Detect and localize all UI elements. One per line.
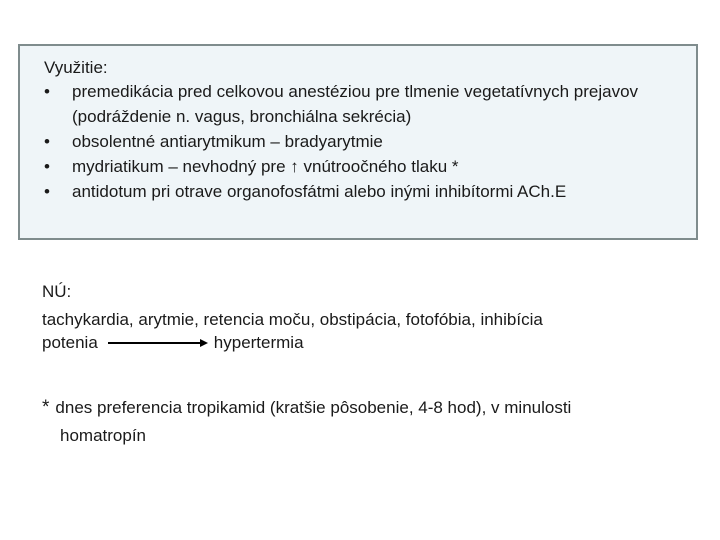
side-effects-section <box>42 279 543 355</box>
potentiation-from: potenia <box>42 333 98 352</box>
footnote-line-2: homatropín <box>60 426 146 445</box>
side-effects-text: tachykardia, arytmie, retencia moču, obstipácia, fotofóbia, inhibícia <box>42 310 543 329</box>
list-item-text: premedikácia pred celkovou anestéziou pre tlmenie vegetatívnych prejavov (podráždenie n. vagus, bronchiálna sekrécia) <box>72 82 639 126</box>
bullet-icon: • <box>44 132 50 151</box>
bullet-icon: • <box>44 82 50 101</box>
bullet-icon: • <box>44 182 50 201</box>
list-item <box>44 154 684 179</box>
bullet-icon: • <box>44 157 50 176</box>
footnote-star: * <box>42 397 50 418</box>
list-item-text: obsolentné antiarytmikum – bradyarytmie <box>72 132 383 151</box>
potentiation-to: hypertermia <box>213 333 304 352</box>
list-item-text: antidotum pri otrave organofosfátmi alebo inými inhibítormi ACh.E <box>72 182 567 201</box>
list-item-text: mydriatikum – nevhodný pre ↑ vnútroočného tlaku * <box>72 157 459 176</box>
list-item <box>44 129 684 154</box>
right-arrow-icon <box>108 338 208 348</box>
list-item <box>44 179 684 204</box>
usage-title: Využitie: <box>44 58 108 77</box>
footnote-line-1: dnes preferencia tropikamid (kratšie pôsobenie, 4-8 hod), v minulosti <box>55 398 572 417</box>
side-effects-title: NÚ: <box>42 282 72 301</box>
potentiation-row <box>42 330 543 355</box>
list-item <box>44 79 684 129</box>
footnote <box>42 394 692 450</box>
usage-box <box>18 44 698 240</box>
usage-list <box>44 79 684 204</box>
